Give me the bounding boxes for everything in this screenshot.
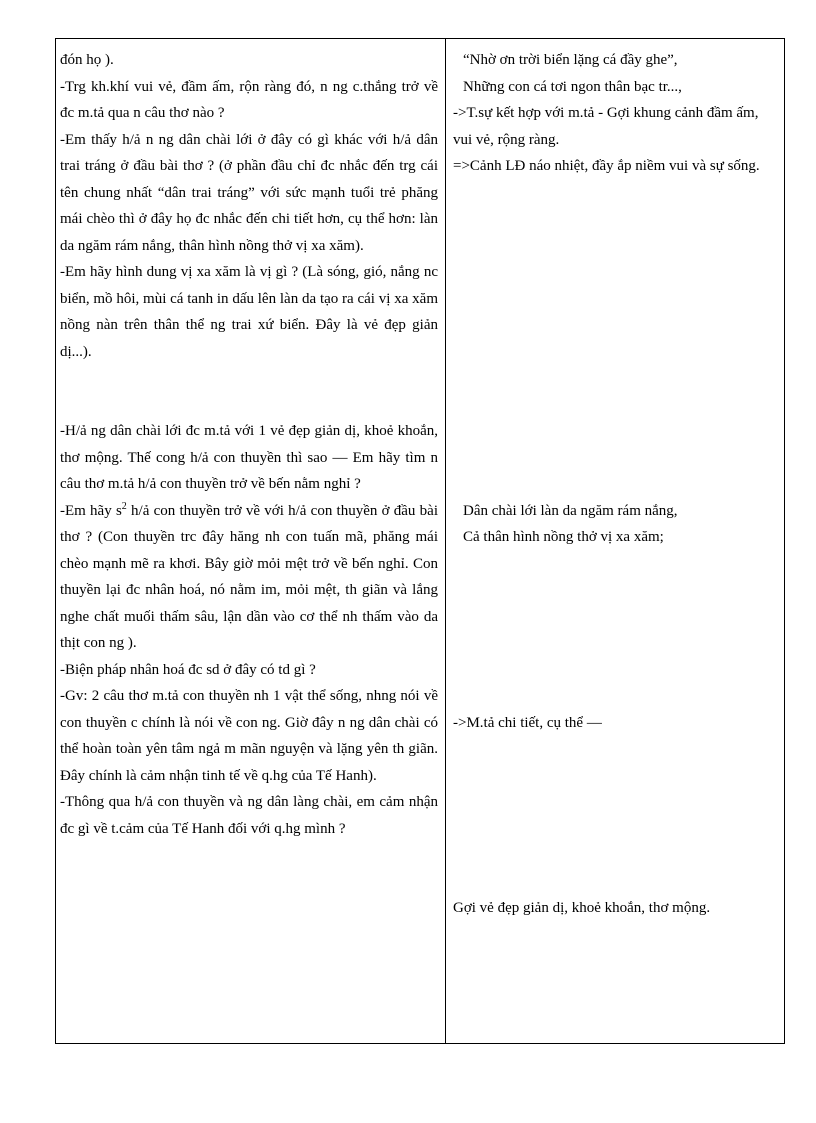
right-note-2: =>Cảnh LĐ náo nhiệt, đầy ắp niềm vui và sự sống. [453, 158, 760, 174]
left-paragraph-1: đón họ ). [60, 52, 114, 68]
left-column [60, 47, 438, 842]
poem-line-2: Những con cá tơi ngon thân bạc tr..., [463, 78, 682, 95]
right-note-4: Gợi vẻ đẹp giản dị, khoẻ khoắn, thơ mộng. [453, 900, 711, 916]
left-paragraph-7: -Biện pháp nhân hoá đc sd ở đây có td gì ? [60, 661, 316, 678]
left-paragraph-6 [60, 498, 438, 657]
left-paragraph-2: -Trg kh.khí vui vẻ, đầm ấm, rộn ràng đó, n ng c.thắng trở về đc m.tả qua n câu thơ nào ? [60, 78, 438, 121]
right-note-1: ->T.sự kết hợp với m.tả - Gợi khung cảnh đầm ấm, vui vẻ, rộng ràng. [453, 105, 759, 148]
left-paragraph-6-rest: h/ả con thuyền trở về với h/ả con thuyền ở đầu bài thơ ? (Con thuyền trc đây hăng nh con tuấn mã, phăng mái chèo mạnh mẽ ra khơi. Bây giờ mỏi mệt trở về bến nghỉ. Con thuyền lại đc nhân hoá, nó nằm im, mỏi mệt, th giãn và lắng nghe chất muối thấm sâu, lận dần vào cơ thể nh thấm vào da thịt con ng ). [60, 502, 438, 651]
poem-line-1: “Nhờ ơn trời biển lặng cá đầy ghe”, [463, 52, 678, 68]
left-paragraph-4: -Em hãy hình dung vị xa xăm là vị gì ? (Là sóng, gió, nắng nc biển, mồ hôi, mùi cá tanh in dấu lên làn da tạo ra cái vị xa xăm nồng nàn trên thân thể ng trai xứ biển. Đây là vẻ đẹp giản dị...). [60, 264, 438, 360]
spacer [453, 180, 779, 498]
left-paragraph-5: -H/ả ng dân chài lới đc m.tả với 1 vẻ đẹp giản dị, khoẻ khoắn, thơ mộng. Thế cong h/ả con thuyền thì sao — Em hãy tìm n câu thơ m.tả h/ả con thuyền trở về bến nằm nghỉ ? [60, 423, 438, 492]
right-column [453, 47, 779, 922]
superscript-2: 2 [121, 500, 127, 512]
spacer [60, 365, 438, 418]
left-paragraph-6-start: -Em hãy s [60, 502, 122, 519]
spacer [453, 736, 779, 895]
left-paragraph-8: -Gv: 2 câu thơ m.tả con thuyền nh 1 vật thể sống, nhng nói về con thuyền c chính là nói về con ng. Giờ đây n ng dân chài có thể hoàn toàn yên tâm ngả m mãn nguyện và lặng yên th giãn. Đây chính là cảm nhận tinh tế về q.hg của Tế Hanh). [60, 688, 438, 784]
spacer [453, 551, 779, 710]
left-paragraph-9: -Thông qua h/ả con thuyền và ng dân làng chài, em cảm nhận đc gì về t.cảm của Tế Hanh đối với q.hg mình ? [60, 794, 438, 837]
left-paragraph-3: -Em thấy h/ả n ng dân chài lới ở đây có gì khác với h/ả dân trai tráng ở đầu bài thơ ? (ở phần đầu chỉ đc nhắc đến trg cái tên chung nhất “dân trai tráng” với sức mạnh tuổi trẻ phăng mái chèo thì ở đây họ đc nhắc đến chi tiết hơn, cụ thể hơn: làn da ngăm rám nắng, thân hình nồng thở vị xa xăm). [60, 131, 438, 254]
lesson-table [55, 38, 785, 1044]
poem-line-3: Dân chài lới làn da ngăm rám nắng, [463, 502, 678, 519]
poem-line-4: Cả thân hình nồng thở vị xa xăm; [463, 529, 664, 545]
column-divider [445, 39, 446, 1043]
right-note-3: ->M.tả chi tiết, cụ thể — [453, 714, 602, 731]
